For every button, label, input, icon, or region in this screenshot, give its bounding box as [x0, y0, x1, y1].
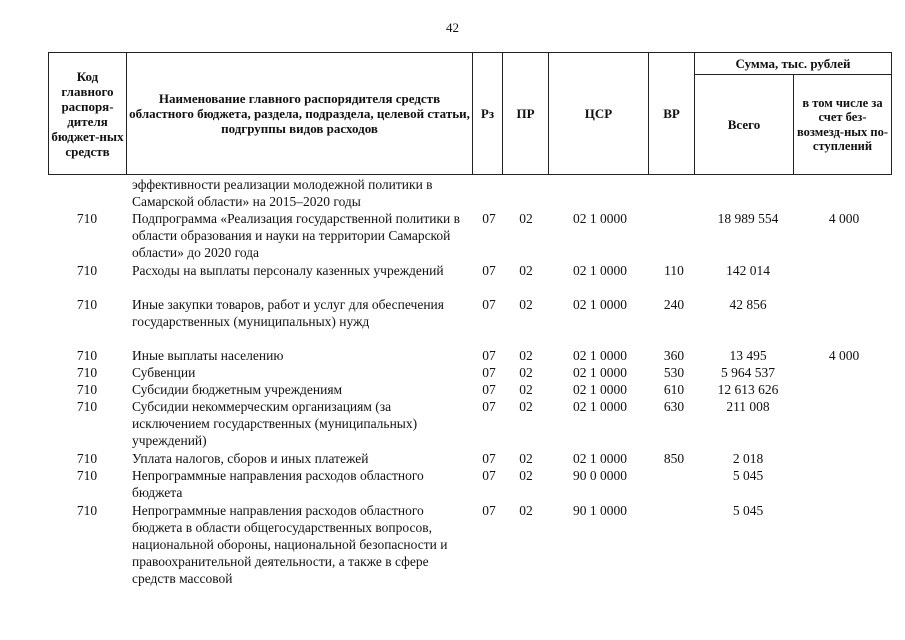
row-total: 142 014	[726, 263, 770, 278]
row-code: 710	[76, 211, 98, 226]
row-vr: 240	[663, 297, 685, 312]
row-vr: 110	[664, 263, 684, 278]
row-pr: 02	[519, 503, 533, 518]
row-pr: 02	[519, 399, 533, 414]
row-code: 710	[76, 382, 98, 397]
row-csr: 02 1 0000	[573, 348, 627, 363]
row-csr: 90 1 0000	[573, 503, 627, 518]
row-csr: 02 1 0000	[573, 365, 627, 380]
header-vr: ВР	[649, 53, 695, 175]
row-rz: 07	[482, 365, 496, 380]
row-rz: 07	[482, 399, 496, 414]
row-code: 710	[76, 451, 98, 466]
row-rz: 07	[482, 263, 496, 278]
row-name: эффективности реализации молодежной политики в Самарской области» на 2015–2020 годы	[132, 177, 433, 209]
row-rz: 07	[482, 503, 496, 518]
row-vr: 630	[663, 399, 685, 414]
header-code: Код главного распоря-дителя бюджет-ных средств	[49, 53, 127, 175]
table-header	[48, 52, 891, 174]
row-pr: 02	[519, 211, 533, 226]
row-name: Иные закупки товаров, работ и услуг для обеспечения государственных (муниципальных) нужд	[132, 297, 444, 329]
row-total: 5 045	[732, 503, 764, 518]
row-name: Субвенции	[132, 365, 196, 380]
row-pr: 02	[519, 382, 533, 397]
row-pr: 02	[519, 263, 533, 278]
row-pr: 02	[519, 365, 533, 380]
page-number: 42	[446, 20, 459, 35]
row-name: Субсидии некоммерческим организациям (за исключением государственных (муниципальных) учреждений)	[132, 399, 418, 448]
row-code: 710	[76, 297, 98, 312]
row-name: Непрограммные направления расходов областного бюджета	[132, 468, 424, 500]
row-total: 2 018	[732, 451, 764, 466]
row-name: Субсидии бюджетным учреждениям	[132, 382, 343, 397]
row-total: 5 045	[732, 468, 764, 483]
header-name: Наименование главного распорядителя средств областного бюджета, раздела, подраздела, целевой статьи, подгруппы видов расходов	[127, 53, 473, 175]
row-total: 42 856	[729, 297, 767, 312]
row-name: Расходы на выплаты персоналу казенных учреждений	[132, 263, 444, 278]
row-total: 13 495	[729, 348, 767, 363]
header-rz: Рз	[473, 53, 503, 175]
row-name: Уплата налогов, сборов и иных платежей	[132, 451, 369, 466]
row-free: 4 000	[828, 211, 860, 226]
row-pr: 02	[519, 451, 533, 466]
row-csr: 02 1 0000	[573, 451, 627, 466]
header-free: в том числе за счет без-возмезд-ных по-ступлений	[794, 75, 892, 175]
row-vr: 850	[663, 451, 685, 466]
row-total: 5 964 537	[721, 365, 775, 380]
row-rz: 07	[482, 297, 496, 312]
header-sum: Сумма, тыс. рублей	[695, 53, 892, 75]
row-vr: 610	[663, 382, 685, 397]
row-total: 211 008	[726, 399, 770, 414]
row-code: 710	[76, 399, 98, 414]
row-csr: 02 1 0000	[573, 399, 627, 414]
row-rz: 07	[482, 468, 496, 483]
row-vr: 530	[663, 365, 685, 380]
row-name: Подпрограмма «Реализация государственной политики в области образования и науки на территории Самарской области» до 2020 года	[132, 211, 461, 260]
row-rz: 07	[482, 382, 496, 397]
row-name: Иные выплаты населению	[132, 348, 284, 363]
row-csr: 02 1 0000	[573, 297, 627, 312]
row-total: 12 613 626	[717, 382, 779, 397]
row-code: 710	[76, 365, 98, 380]
row-name: Непрограммные направления расходов областного бюджета в области общегосударственных вопросов, национальной обороны, национальной безопасности и правоохранительной деятельности, а также в сфере средств массовой	[132, 503, 448, 586]
row-pr: 02	[519, 468, 533, 483]
row-csr: 90 0 0000	[573, 468, 627, 483]
row-rz: 07	[482, 451, 496, 466]
row-csr: 02 1 0000	[573, 211, 627, 226]
header-pr: ПР	[503, 53, 549, 175]
row-code: 710	[76, 348, 98, 363]
row-rz: 07	[482, 211, 496, 226]
row-csr: 02 1 0000	[573, 382, 627, 397]
header-total: Всего	[695, 75, 794, 175]
row-free: 4 000	[828, 348, 860, 363]
row-total: 18 989 554	[717, 211, 779, 226]
row-csr: 02 1 0000	[573, 263, 627, 278]
row-vr: 360	[663, 348, 685, 363]
row-code: 710	[76, 263, 98, 278]
header-csr: ЦСР	[549, 53, 649, 175]
row-pr: 02	[519, 348, 533, 363]
row-rz: 07	[482, 348, 496, 363]
row-code: 710	[76, 503, 98, 518]
row-code: 710	[76, 468, 98, 483]
row-pr: 02	[519, 297, 533, 312]
